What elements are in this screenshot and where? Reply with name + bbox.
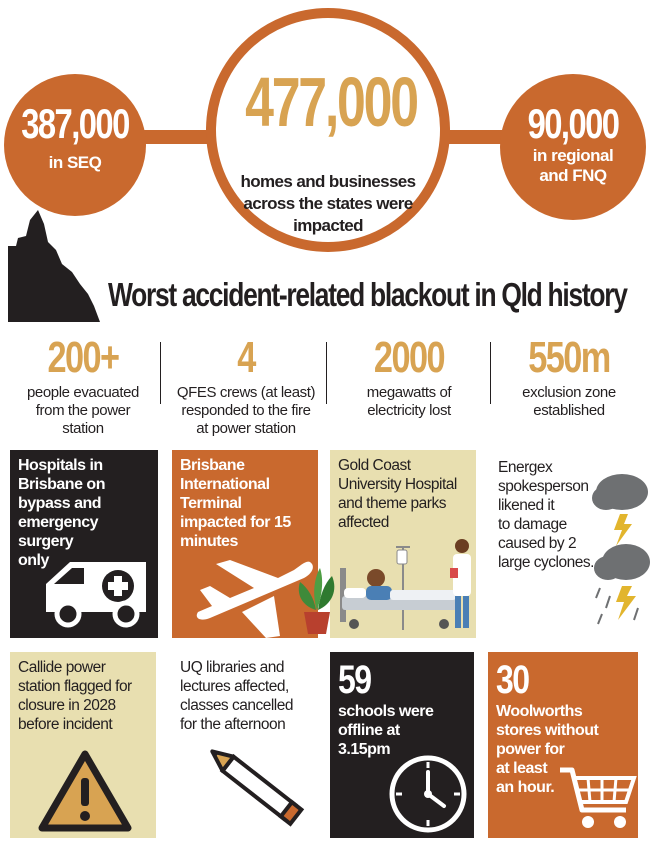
stat-label: QFES crews (at least) responded to the fire at power station [176,384,316,437]
seq-label: in SEQ [48,153,102,172]
ambulance-icon [42,554,152,630]
hospital-bed-icon [336,562,464,632]
stat-crews [166,334,326,442]
seq-number: 387,000 [21,100,129,147]
doctor-icon [450,538,476,634]
storm-cloud-icon [592,464,650,640]
stat-exclusion [494,334,644,442]
shopping-cart-icon [558,764,638,834]
tile-callide [10,652,156,838]
stat-number: 4 [237,333,255,382]
potted-plant-icon [294,566,340,636]
tile-hospitals [10,450,158,638]
stat-label: exclusion zone established [522,384,616,419]
tile-text: Energex spokesperson likened it to damage caused by 2 large cyclones. [498,459,594,571]
clock-icon [386,752,470,836]
stat-megawatts [330,334,488,442]
stat-evacuated [8,334,158,442]
total-label: homes and businesses across the states were impacted [240,172,416,235]
tile-schools [330,652,474,838]
stat-divider [160,342,161,404]
tile-woolworths [488,652,638,838]
stat-label: people evacuated from the power station [26,384,140,437]
tile-text: Brisbane International Terminal impacted for 15 minutes [180,457,291,550]
regional-label: in regional and FNQ [532,146,614,185]
stat-divider [326,342,327,404]
tile-gold-coast [330,450,476,638]
headline: Worst accident-related blackout in Qld history [108,276,627,313]
regional-circle [500,74,646,220]
total-number: 477,000 [245,63,417,141]
stat-number: 550m [528,333,610,382]
queensland-map-icon [4,206,104,326]
tile-energex [488,450,650,640]
stat-number: 2000 [373,333,445,382]
seq-circle [4,74,146,216]
total-circle [206,8,450,252]
tile-text: Callide power station flagged for closure in 2028 before incident [18,659,132,733]
pencil-icon [196,740,306,836]
woolworths-number: 30 [496,658,529,702]
schools-number: 59 [338,658,371,702]
stat-number: 200+ [47,333,119,382]
tile-uq [172,652,322,838]
tile-text: schools were offline at 3.15pm [338,703,434,758]
stat-divider [490,342,491,404]
tile-text: UQ libraries and lectures affected, classes cancelled for the afternoon [180,659,293,733]
tile-text: Woolworths stores without power for at least an hour. [496,703,599,796]
tile-text: Hospitals in Brisbane on bypass and emergency surgery only [18,457,105,569]
regional-number: 90,000 [527,100,619,147]
stat-label: megawatts of electricity lost [366,384,452,419]
warning-icon [36,748,134,832]
tile-text: Gold Coast University Hospital and theme parks affected [338,457,457,531]
